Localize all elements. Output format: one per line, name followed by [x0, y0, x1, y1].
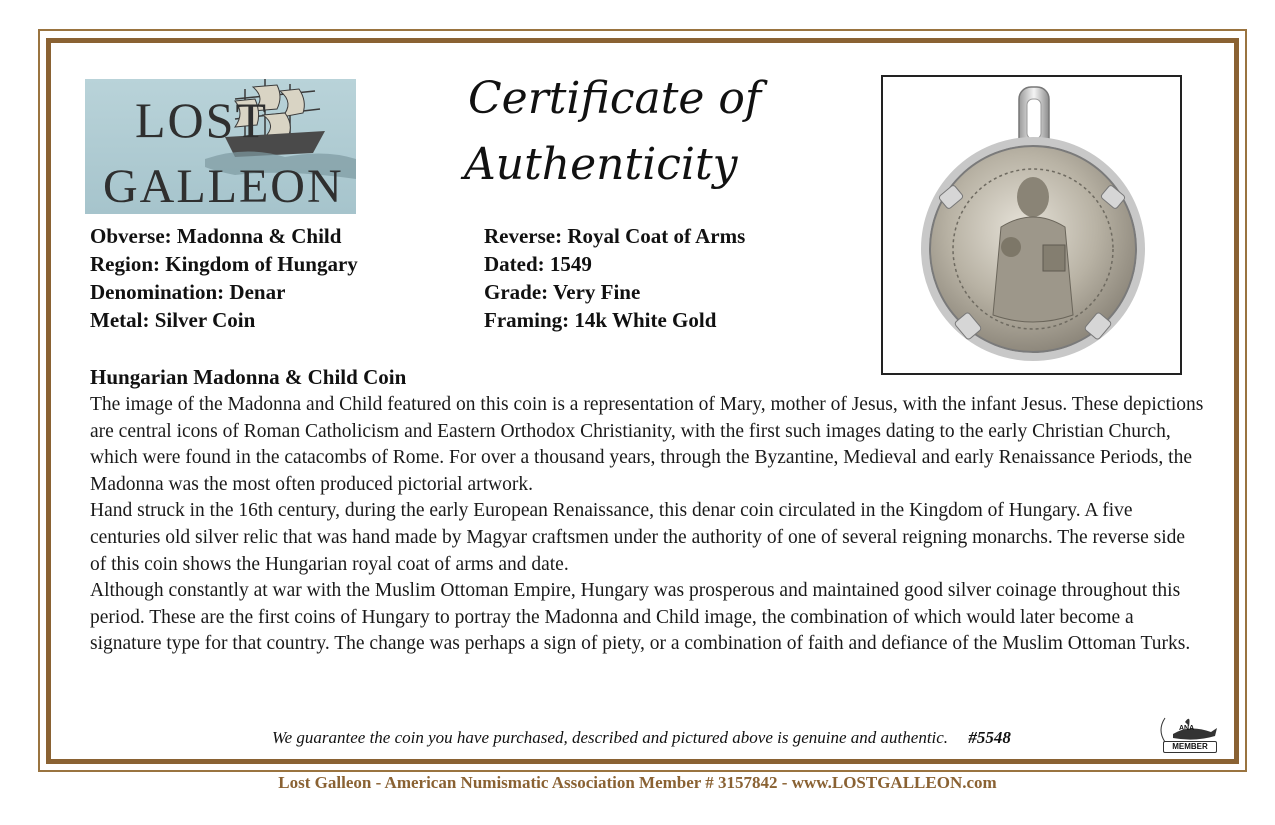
spec-grade: Grade: Very Fine: [484, 280, 641, 304]
title-line-1: Certificate of: [468, 73, 762, 124]
lost-galleon-logo: [85, 79, 356, 214]
logo-text-galleon: GALLEON: [103, 160, 344, 213]
title-line-2: Authenticity: [464, 139, 738, 190]
ana-member-badge: [1155, 712, 1225, 756]
certificate-title: [464, 66, 788, 198]
spec-reverse: Reverse: Royal Coat of Arms: [484, 224, 746, 248]
ana-badge-top-label: ANA: [1179, 725, 1195, 732]
spec-obverse: Obverse: Madonna & Child: [90, 224, 342, 248]
footer-membership: Lost Galleon - American Numismatic Association Member # 3157842 - www.LOSTGALLEON.com: [278, 773, 997, 792]
spec-dated: Dated: 1549: [484, 252, 592, 276]
spec-denomination: Denomination: Denar: [90, 280, 286, 304]
specs-right-column: [484, 222, 745, 334]
logo-text-lost: LOST: [135, 92, 268, 148]
guarantee-statement: [272, 728, 1011, 748]
spec-region: Region: Kingdom of Hungary: [90, 252, 358, 276]
spec-framing: Framing: 14k White Gold: [484, 308, 717, 332]
coin-pendant-image: [883, 77, 1180, 373]
guarantee-text: We guarantee the coin you have purchased, described and pictured above is genuine and authentic.: [272, 728, 949, 747]
description-paragraph: The image of the Madonna and Child featured on this coin is a representation of Mary, mother of Jesus, with the infant Jesus. These depictions are central icons of Roman Catholicism and Eastern Orthodox Christianity, with the first such images dating to the early Christian Church, which were found in the catacombs of Rome. For over a thousand years, through the Byzantine, Medieval and early Renaissance Periods, the Madonna was the most often produced pictorial artwork.: [90, 394, 1204, 495]
description-body: [90, 392, 1205, 658]
spec-metal: Metal: Silver Coin: [90, 308, 256, 332]
coin-photo: [881, 75, 1182, 375]
description-heading: Hungarian Madonna & Child Coin: [90, 365, 407, 389]
description-paragraph: Although constantly at war with the Muslim Ottoman Empire, Hungary was prosperous and maintained good silver coinage throughout this period. These are the first coins of Hungary to portray the Madonna and Child image, the combination of which would later become a signature type for that country. The change was perhaps a sign of piety, or a combination of faith and defiance of the Muslim Ottoman Turks.: [90, 580, 1191, 655]
ana-badge-bottom-label: MEMBER: [1163, 741, 1217, 753]
specs-left-column: [90, 222, 358, 334]
certificate-number: #5548: [968, 728, 1011, 747]
description-paragraph: Hand struck in the 16th century, during the early European Renaissance, this denar coin circulated in the Kingdom of Hungary. A five centuries old silver relic that was hand made by Magyar craftsmen under the authority of one of several reigning monarchs. The reverse side of this coin shows the Hungarian royal coat of arms and date.: [90, 500, 1186, 575]
